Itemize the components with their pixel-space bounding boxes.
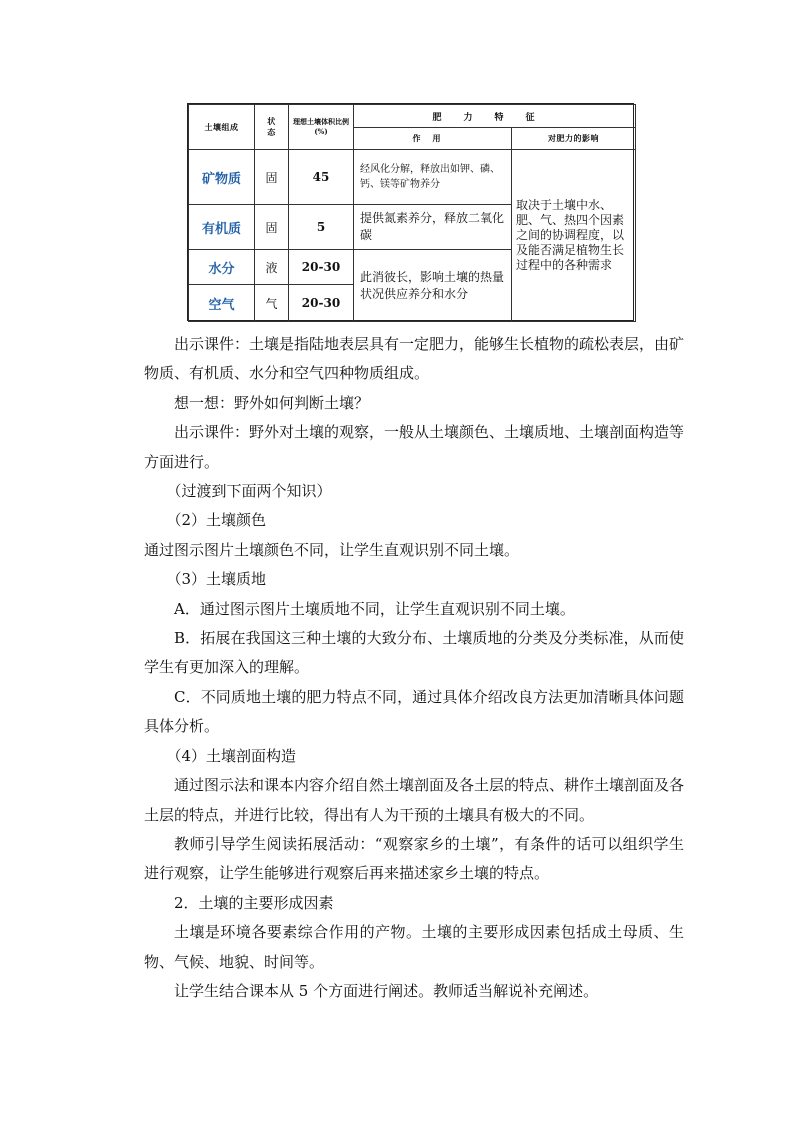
paragraph-texture-c: C．不同质地土壤的肥力特点不同，通过具体介绍改良方法更加清晰具体问题具体分析。 — [144, 687, 684, 736]
row-organic-ratio: 5 — [289, 205, 354, 250]
row-air-state: 气 — [255, 285, 289, 322]
heading-soil-profile: （4）土壤剖面构造 — [166, 746, 297, 765]
paragraph-formation-factors: 土壤是环境各要素综合作用的产物。土壤的主要形成因素包括成土母质、生物、气候、地貌、时间等。 — [144, 923, 684, 971]
header-function: 作用 — [354, 128, 512, 150]
paragraph-texture-b: B．拓展在我国这三种土壤的大致分布、土壤质地的分类及分类标准，从而使学生有更加深入的理解。 — [144, 629, 684, 677]
row-organic-component: 有机质 — [189, 205, 255, 250]
heading-formation-factors: 2．土壤的主要形成因素 — [174, 893, 334, 912]
row-mineral-component: 矿物质 — [189, 150, 255, 205]
row-water-ratio: 20-30 — [289, 250, 354, 285]
paragraph-soil-definition: 出示课件：土壤是指陆地表层具有一定肥力，能够生长植物的疏松表层，由矿物质、有机质、水分和空气四种物质组成。 — [144, 335, 685, 383]
water-air-function: 此消彼长，影响土壤的热量状况供应养分和水分 — [354, 250, 512, 322]
header-ratio: 理想土壤体积比例(%) — [289, 105, 354, 150]
paragraph-field-observation: 出示课件：野外对土壤的观察，一般从土壤颜色、土壤质地、土壤剖面构造等方面进行。 — [144, 423, 685, 471]
paragraph-think: 想一想：野外如何判断土壤？ — [174, 393, 370, 412]
header-effect: 对肥力的影响 — [512, 128, 636, 150]
paragraph-activity: 教师引导学生阅读拓展活动：“观察家乡的土壤”，有条件的话可以组织学生进行观察，让学生能够进行观察后再来描述家乡土壤的特点。 — [144, 834, 684, 883]
row-organic-state: 固 — [255, 205, 289, 250]
row-mineral-function: 经风化分解，释放出如钾、磷、钙、镁等矿物养分 — [354, 150, 512, 205]
paragraph-five-aspects: 让学生结合课本从 5 个方面进行阐述。教师适当解说补充阐述。 — [174, 981, 599, 1000]
soil-composition-table — [187, 103, 634, 321]
row-water-component: 水分 — [189, 250, 255, 285]
header-component: 土壤组成 — [189, 105, 255, 150]
soil-table — [188, 104, 636, 322]
row-water-state: 液 — [255, 250, 289, 285]
paragraph-soil-profile: 通过图示法和课本内容介绍自然土壤剖面及各土层的特点、耕作土壤剖面及各土层的特点，并进行比较，得出有人为干预的土壤具有极大的不同。 — [144, 776, 685, 824]
fertility-effect-cell: 取决于土壤中水、肥、气、热四个因素之间的协调程度，以及能否满足植物生长过程中的各种需求 — [512, 150, 636, 322]
lesson-body — [144, 330, 684, 1006]
paragraph-soil-color: 通过图示图片土壤颜色不同，让学生直观识别不同土壤。 — [144, 540, 520, 559]
heading-soil-texture: （3）土壤质地 — [166, 570, 267, 589]
row-air-component: 空气 — [189, 285, 255, 322]
row-mineral-ratio: 45 — [289, 150, 354, 205]
paragraph-transition: （过渡到下面两个知识） — [166, 482, 332, 501]
paragraph-texture-a: A．通过图示图片土壤质地不同，让学生直观识别不同土壤。 — [174, 599, 575, 618]
header-state: 状态 — [255, 105, 289, 150]
heading-soil-color: （2）土壤颜色 — [166, 511, 267, 530]
row-organic-function: 提供氮素养分，释放二氧化碳 — [354, 205, 512, 250]
header-fertility: 肥力特征 — [354, 105, 636, 128]
row-air-ratio: 20-30 — [289, 285, 354, 322]
row-mineral-state: 固 — [255, 150, 289, 205]
